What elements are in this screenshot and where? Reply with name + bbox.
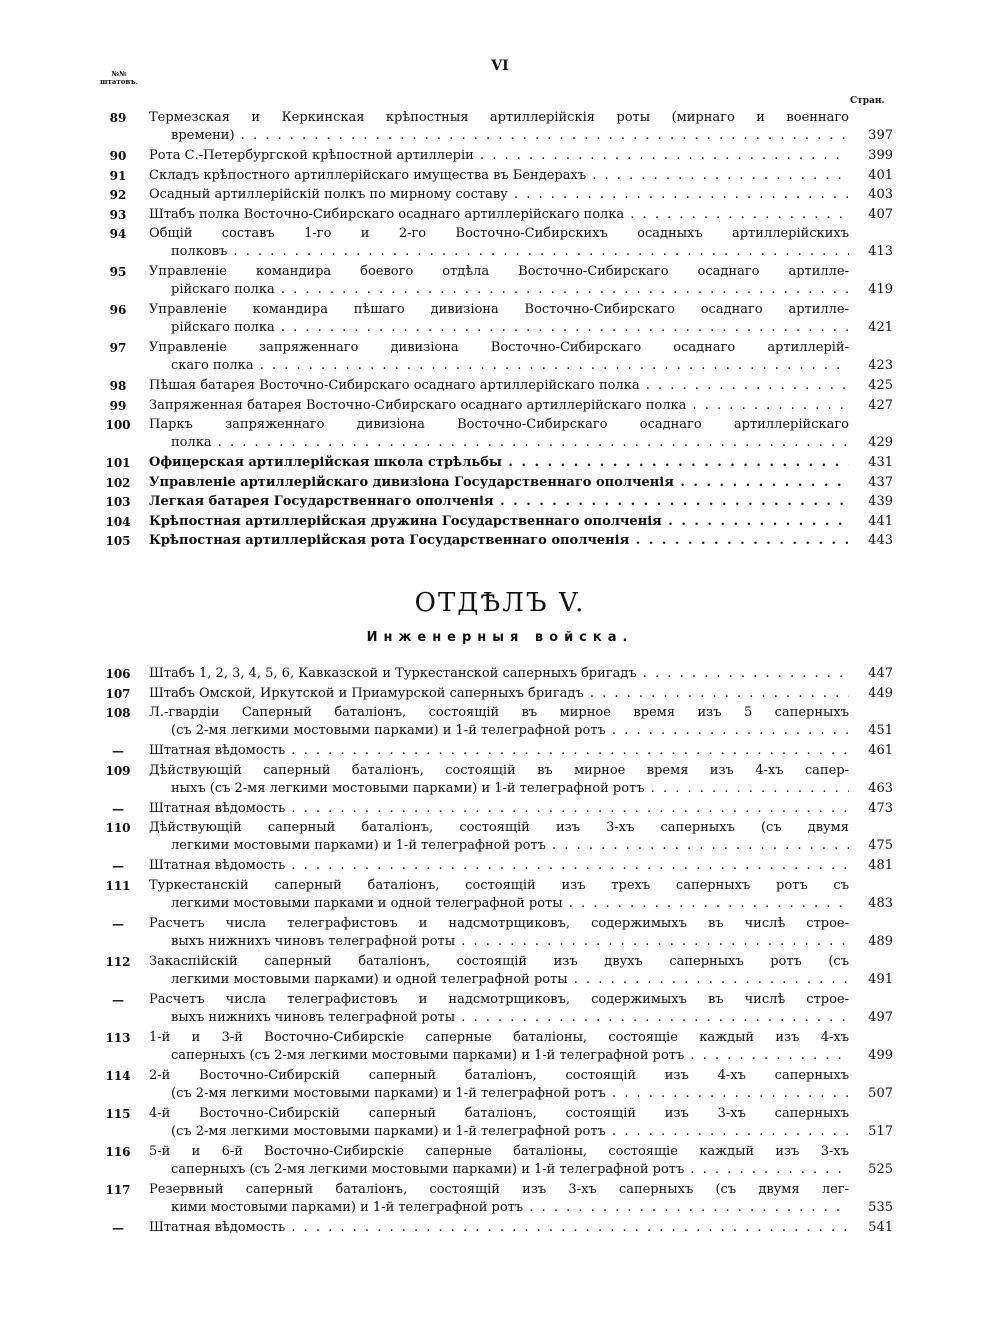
staff-numbers-label-line1: №№ [111, 69, 127, 78]
toc-entry-page: 517 [849, 1123, 893, 1141]
toc-entry-title [149, 225, 849, 261]
toc-entry [100, 762, 893, 798]
toc-entry-title-line1: Штатная вѣдомость . . . [149, 742, 849, 760]
toc-entry-title [149, 109, 849, 145]
toc-entry-title-line2: саперныхъ (съ 2-мя легкими мостовыми парками) и 1-й телеграфной ротъ . . . [149, 1047, 849, 1065]
toc-entry-title-line1: Легкая батарея Государственнаго ополченія . . . [149, 493, 849, 511]
toc-entry-page: 413 [849, 243, 893, 261]
toc-entry [100, 493, 893, 511]
page-column-label: Стран. [850, 96, 885, 106]
toc-entry-title-line1: Дѣйствующій саперный баталіонъ, состоящій изъ 3-хъ саперныхъ (съ двумя [149, 820, 849, 835]
toc-entry-title [149, 474, 849, 492]
toc-entry [100, 397, 893, 415]
toc-entry-title [149, 416, 849, 452]
toc-entry-number: 113 [105, 1030, 131, 1045]
toc-entry [100, 186, 893, 204]
staff-numbers-label-line2: штатовъ. [100, 77, 139, 86]
toc-entry-title [149, 206, 849, 224]
toc-entry-page: 491 [849, 971, 893, 989]
toc-entry-title-line1: Крѣпостная артиллерійская дружина Государственнаго ополченія . . . [149, 513, 849, 531]
toc-entry-title-line1: 1-й и 3-й Восточно-Сибирскіе саперные баталіоны, состоящіе каждый изъ 4-хъ [149, 1029, 849, 1045]
toc-entry-number: 92 [109, 188, 127, 202]
toc-entry-number: 107 [105, 686, 131, 701]
toc-entry-title-line1: Штабъ полка Восточно-Сибирскаго осаднаго артиллерійскаго полка . . . [149, 206, 849, 224]
toc-entry-title-line2: саперныхъ (съ 2-мя легкими мостовыми парками) и 1-й телеграфной ротъ . . . [149, 1161, 849, 1179]
toc-entry-title-line2: выхъ нижнихъ чиновъ телеграфной роты . . . [149, 933, 849, 951]
toc-entry-title-line1: Паркъ запряженнаго дивизіона Восточно-Сибирскаго осаднаго артиллерійскаго [149, 417, 849, 432]
toc-entry-title [149, 186, 849, 204]
toc-entry-title-line2: легкими мостовыми парками и одной телеграфной роты . . . [149, 895, 849, 913]
toc-entry-title-line2: (съ 2-мя легкими мостовыми парками) и 1-й телеграфной ротъ . . . [149, 1123, 849, 1141]
toc-entry [100, 301, 893, 337]
toc-entry-number: 98 [109, 379, 127, 393]
toc-entry [100, 416, 893, 452]
toc-entry-title-line1: Крѣпостная артиллерійская рота Государственнаго ополченія . . . [149, 532, 849, 550]
toc-entry-number: 117 [105, 1182, 131, 1197]
toc-entry-number: — [112, 744, 124, 758]
toc-entry-title [149, 513, 849, 531]
toc-entry-title-line1: Осадный артиллерійскій полкъ по мирному составу . . . [149, 186, 849, 204]
toc-entry-title-line2: легкими мостовыми парками) и одной телеграфной роты . . . [149, 971, 849, 989]
toc-entry-title-line1: Управленіе командира пѣшаго дивизіона Восточно-Сибирскаго осаднаго артилле- [149, 302, 849, 317]
toc-entry-title [149, 742, 849, 760]
toc-entry-number: 112 [105, 954, 131, 969]
toc-entry [100, 263, 893, 299]
toc-entry-page: 423 [849, 357, 893, 375]
toc-entry-page: 399 [849, 147, 893, 165]
toc-entry-title [149, 877, 849, 913]
toc-entry-title-line1: Складъ крѣпостного артиллерійскаго имущества въ Бендерахъ . . . [149, 167, 849, 185]
toc-entry-title [149, 339, 849, 375]
toc-entry-number: 110 [105, 821, 131, 835]
toc-entry-page: 541 [849, 1219, 893, 1237]
toc-entry-title [149, 1029, 849, 1065]
toc-entry [100, 454, 893, 472]
toc-entry-number: 90 [109, 149, 127, 163]
toc-entry-number: 93 [109, 207, 127, 222]
toc-entry-title-line1: 2-й Восточно-Сибирскій саперный баталіонъ, состоящій изъ 4-хъ саперныхъ [149, 1067, 849, 1083]
toc-entry-title [149, 800, 849, 818]
toc-entry-title-line1: Офицерская артиллерійская школа стрѣльбы . . . [149, 454, 849, 472]
toc-entry-page: 463 [849, 780, 893, 798]
toc-entry-number: 103 [105, 495, 131, 509]
toc-entry-page: 461 [849, 742, 893, 760]
toc-entry [100, 685, 893, 703]
toc-entry [100, 800, 893, 818]
toc-entry [100, 225, 893, 261]
toc-entry-title [149, 915, 849, 951]
toc-entry-number: 94 [109, 227, 127, 241]
toc-entry-page: 507 [849, 1085, 893, 1103]
toc-entry-number: 106 [105, 667, 131, 681]
toc-entry-number: 115 [105, 1106, 131, 1121]
toc-entry [100, 953, 893, 989]
toc-entry-title-line1: Управленіе командира боевого отдѣла Восточно-Сибирскаго осаднаго артилле- [149, 264, 849, 279]
toc-entry-number: — [112, 992, 124, 1007]
toc-entry-number: 99 [109, 398, 127, 413]
toc-entry-title [149, 301, 849, 337]
toc-entry-title-line1: Термезская и Керкинская крѣпостныя артиллерійскія роты (мирнаго и военнаго [149, 110, 849, 125]
toc-entry-number: 105 [105, 534, 131, 548]
page-number: VI [491, 58, 509, 74]
toc-entry [100, 339, 893, 375]
toc-entry [100, 742, 893, 760]
toc-entry-title [149, 397, 849, 415]
toc-entry-title [149, 819, 849, 855]
toc-entry-title [149, 1067, 849, 1103]
toc-entry-title [149, 1143, 849, 1179]
toc-entry-number: 114 [105, 1068, 131, 1083]
toc-entry-title [149, 762, 849, 798]
toc-entry-number: — [112, 1220, 124, 1235]
toc-entry-page: 425 [849, 377, 893, 395]
toc-entry-title-line1: Закаспійскій саперный баталіонъ, состоящій изъ двухъ саперныхъ ротъ (съ [149, 953, 849, 969]
toc-entry-title [149, 953, 849, 989]
toc-entry-title-line1: Управленіе запряженнаго дивизіона Восточно-Сибирскаго осаднаго артиллерій- [149, 340, 849, 355]
toc-entry-page: 525 [849, 1161, 893, 1179]
toc-entry-page: 403 [849, 186, 893, 204]
toc-entry-number: 96 [109, 303, 127, 317]
toc-entry-title-line1: Л.-гвардіи Саперный баталіонъ, состоящій въ мирное время изъ 5 саперныхъ [149, 705, 849, 720]
toc-entry-number: — [112, 859, 124, 873]
toc-entry-title-line2: (съ 2-мя легкими мостовыми парками) и 1-й телеграфной ротъ . . . [149, 1085, 849, 1103]
toc-entry-title [149, 991, 849, 1027]
toc-entry-title-line2: легкими мостовыми парками) и 1-й телеграфной ротъ . . . [149, 837, 849, 855]
toc-entry-title-line1: Пѣшая батарея Восточно-Сибирскаго осаднаго артиллерійскаго полка . . . [149, 377, 849, 395]
toc-entry-number: 97 [109, 341, 127, 355]
toc-entry [100, 704, 893, 740]
toc-entry [100, 167, 893, 185]
toc-entry-title-line2: ныхъ (съ 2-мя легкими мостовыми парками) и 1-й телеграфной ротъ . . . [149, 780, 849, 798]
toc-entry-title [149, 1105, 849, 1141]
toc-entry-number: 109 [105, 763, 131, 778]
toc-entry-page: 489 [849, 933, 893, 951]
toc-entry-page: 437 [849, 474, 893, 492]
toc-entry [100, 857, 893, 875]
toc-entry-number: 102 [105, 475, 131, 490]
toc-entry-title-line1: Штатная вѣдомость . . . [149, 800, 849, 818]
toc-entry [100, 877, 893, 913]
toc-entry-page: 441 [849, 513, 893, 531]
toc-entry [100, 665, 893, 683]
toc-entry-title-line1: Расчетъ числа телеграфистовъ и надсмотрщиковъ, содержимыхъ въ числѣ строе- [149, 991, 849, 1007]
toc-entry-title-line1: Штабъ Омской, Иркутской и Приамурской саперныхъ бригадъ . . . [149, 685, 849, 703]
toc-entry-page: 497 [849, 1009, 893, 1027]
toc-entry-title-line1: 4-й Восточно-Сибирскій саперный баталіонъ, состоящій изъ 3-хъ саперныхъ [149, 1105, 849, 1121]
toc-entry-title-line1: Штабъ 1, 2, 3, 4, 5, 6, Кавказской и Туркестанской саперныхъ бригадъ . . . [149, 665, 849, 683]
staff-numbers-label [100, 70, 138, 86]
toc-entry-title-line1: Штатная вѣдомость . . . [149, 1219, 849, 1237]
toc-entry-page: 443 [849, 532, 893, 550]
toc-entry-page: 401 [849, 167, 893, 185]
toc-entry-page: 439 [849, 493, 893, 511]
toc-entry-title-line2: рійскаго полка . . . [149, 281, 849, 299]
toc-entry-title [149, 857, 849, 875]
toc-entry-title [149, 685, 849, 703]
toc-entry-title-line1: Резервный саперный баталіонъ, состоящій изъ 3-хъ саперныхъ (съ двумя лег- [149, 1181, 849, 1197]
toc-entry-title-line1: Туркестанскій саперный баталіонъ, состоящій изъ трехъ саперныхъ ротъ съ [149, 877, 849, 893]
toc-entry-title [149, 147, 849, 165]
toc-entry-number: 116 [105, 1144, 131, 1159]
toc-entry [100, 513, 893, 531]
toc-entry-page: 427 [849, 397, 893, 415]
toc-entry-title-line2: скаго полка . . . [149, 357, 849, 375]
toc-entry-number: 111 [105, 878, 131, 893]
toc-entry-title-line2: рійскаго полка . . . [149, 319, 849, 337]
toc-entry-number: 100 [105, 418, 131, 432]
toc-entry-title [149, 377, 849, 395]
toc-entry-page: 449 [849, 685, 893, 703]
toc-entry [100, 147, 893, 165]
toc-entry-number: — [112, 801, 124, 816]
toc-entry-page: 481 [849, 857, 893, 875]
toc-entry [100, 819, 893, 855]
toc-entry-title [149, 665, 849, 683]
toc-entry-title-line1: Управленіе артиллерійскаго дивизіона Государственнаго ополченія . . . [149, 474, 849, 492]
toc-entry [100, 1029, 893, 1065]
toc-entry-title-line2: полковъ . . . [149, 243, 849, 261]
toc-entry-number: 108 [105, 706, 131, 720]
toc-entry-title [149, 704, 849, 740]
toc-entry-title-line1: Расчетъ числа телеграфистовъ и надсмотрщиковъ, содержимыхъ въ числѣ строе- [149, 915, 849, 931]
toc-entry [100, 532, 893, 550]
toc-entry [100, 1067, 893, 1103]
toc-entry-page: 431 [849, 454, 893, 472]
toc-entry [100, 206, 893, 224]
toc-entry-title-line1: Общій составъ 1-го и 2-го Восточно-Сибирскихъ осадныхъ артиллерійскихъ [149, 226, 849, 241]
toc-entry-page: 451 [849, 722, 893, 740]
toc-entry [100, 915, 893, 951]
toc-entry-title [149, 263, 849, 299]
toc-entry-title [149, 167, 849, 185]
toc-entry-page: 407 [849, 206, 893, 224]
toc-entry-title [149, 454, 849, 472]
toc-entry-number: 101 [105, 456, 131, 470]
toc-entry-page: 419 [849, 281, 893, 299]
toc-entry-page: 499 [849, 1047, 893, 1065]
toc-entry-title-line1: Штатная вѣдомость . . . [149, 857, 849, 875]
toc-entry-title-line1: Дѣйствующій саперный баталіонъ, состоящій въ мирное время изъ 4-хъ сапер- [149, 762, 849, 778]
toc-entry-number: 95 [109, 265, 127, 279]
toc-entry-number: 89 [109, 111, 127, 125]
toc-entry-page: 473 [849, 800, 893, 818]
toc-entry [100, 109, 893, 145]
toc-entry-page: 447 [849, 665, 893, 683]
toc-entry-title-line2: (съ 2-мя легкими мостовыми парками) и 1-й телеграфной ротъ . . . [149, 722, 849, 740]
toc-entry-title [149, 1219, 849, 1237]
toc-entry-title-line2: кими мостовыми парками) и 1-й телеграфной ротъ . . . [149, 1199, 849, 1217]
toc-entry-number: 104 [105, 514, 131, 529]
section-subtitle: Инженерныя войска. [366, 630, 634, 645]
toc-entry [100, 991, 893, 1027]
toc-entry-title-line1: 5-й и 6-й Восточно-Сибирскіе саперные баталіоны, состоящіе каждый изъ 3-хъ [149, 1143, 849, 1159]
toc-entry [100, 1105, 893, 1141]
toc-entry-title-line1: Запряженная батарея Восточно-Сибирскаго осаднаго артиллерійскаго полка . . . [149, 397, 849, 415]
toc-entry [100, 1219, 893, 1237]
toc-entry-page: 397 [849, 127, 893, 145]
toc-entry [100, 474, 893, 492]
toc-entry [100, 1143, 893, 1179]
toc-entry-title-line2: полка . . . [149, 434, 849, 452]
toc-entry-page: 421 [849, 319, 893, 337]
toc-entry-page: 429 [849, 434, 893, 452]
toc-entry-title-line2: выхъ нижнихъ чиновъ телеграфной роты . . . [149, 1009, 849, 1027]
toc-entry-page: 535 [849, 1199, 893, 1217]
toc-entry-title [149, 1181, 849, 1217]
section-title: ОТДѢЛЪ V. [414, 588, 586, 618]
toc-entry-page: 483 [849, 895, 893, 913]
toc-entry-page: 475 [849, 837, 893, 855]
toc-entry [100, 1181, 893, 1217]
toc-entry-title-line1: Рота С.-Петербургской крѣпостной артиллеріи . . . [149, 147, 849, 165]
toc-entry-title-line2: времени) . . . [149, 127, 849, 145]
toc-entry-number: 91 [109, 168, 127, 183]
toc-entry-title [149, 493, 849, 511]
toc-entry-title [149, 532, 849, 550]
toc-entry [100, 377, 893, 395]
toc-entry-number: — [112, 916, 124, 931]
